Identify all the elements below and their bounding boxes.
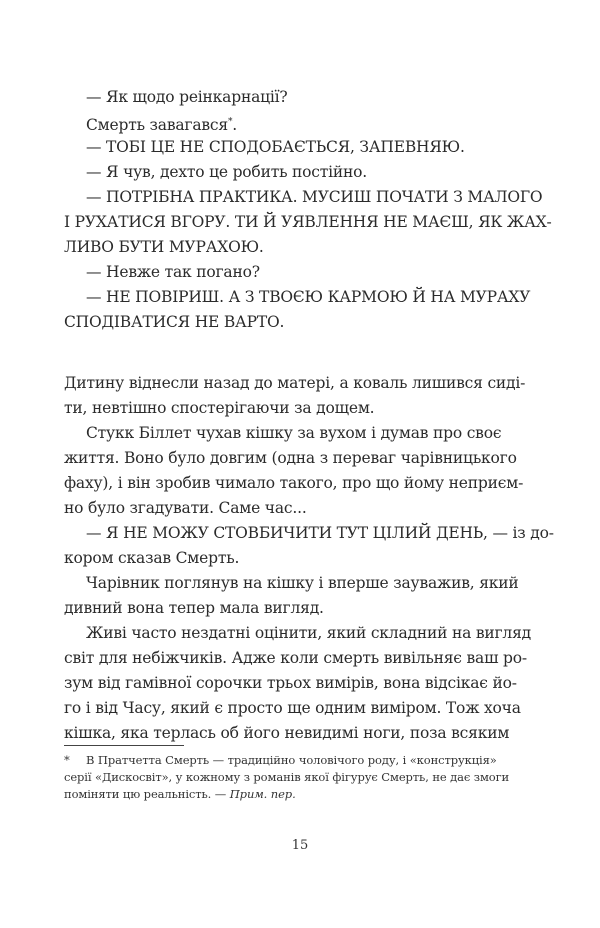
body-line: життя. Воно було довгим (одна з переваг чарівницького (64, 449, 517, 467)
dialogue-line: ЛИВО БУТИ МУРАХОЮ. (64, 238, 264, 256)
body-line: — Я НЕ МОЖУ СТОВБИЧИТИ ТУТ ЦІЛИЙ ДЕНЬ, — із до- (86, 524, 554, 542)
body-line: го і від Часу, який є просто ще одним виміром. Тож хоча (64, 699, 521, 717)
body-line: ти, невтішно спостерігаючи за дощем. (64, 399, 375, 417)
dialogue-line: — ТОБІ ЦЕ НЕ СПОДОБАЄТЬСЯ, ЗАПЕВНЯЮ. (86, 138, 465, 156)
body-line: Дитину віднесли назад до матері, а коваль лишився сиді- (64, 374, 526, 392)
body-line: Живі часто нездатні оцінити, який складний на вигляд (86, 624, 531, 642)
body-line: Чарівник поглянув на кішку і вперше зауважив, який (86, 574, 519, 592)
dialogue-line: — Я чув, дехто це робить постійно. (86, 163, 368, 181)
translator-note-label: Прим. пер. (229, 787, 296, 801)
page-number: 15 (291, 838, 309, 853)
dialogue-line: — НЕ ПОВІРИШ. А З ТВОЄЮ КАРМОЮ Й НА МУРАХУ (86, 288, 531, 306)
body-line: Стукк Біллет чухав кішку за вухом і думав про своє (86, 424, 502, 442)
body-line: зум від гамівної сорочки трьох вимірів, вона відсікає йо- (64, 674, 517, 692)
body-line: кішка, яка терлась об його невидимі ноги, поза всяким (64, 724, 510, 742)
footnote-text: поміняти цю реальність. — (64, 787, 230, 801)
dialogue-line: СПОДІВАТИСЯ НЕ ВАРТО. (64, 313, 285, 331)
footnote-reference[interactable]: * (227, 117, 233, 127)
dialogue-line: — Як щодо реінкарнації? (86, 88, 288, 106)
punctuation: . (232, 116, 238, 134)
dialogue-line: І РУХАТИСЯ ВГОРУ. ТИ Й УЯВЛЕННЯ НЕ МАЄШ, ЯК ЖАХ- (64, 213, 552, 231)
dialogue-line (86, 112, 237, 135)
footnote-line: серії «Дискосвіт», у кожному з романів якої фігурує Смерть, не дає змоги (64, 770, 510, 784)
dialogue-line: — ПОТРІБНА ПРАКТИКА. МУСИШ ПОЧАТИ З МАЛОГО (86, 188, 543, 206)
body-line: дивний вона тепер мала вигляд. (64, 599, 324, 617)
footnote-text: В Пратчетта Смерть — традиційно чоловічого роду, і «конструкція» (86, 753, 497, 767)
footnote-line (64, 752, 497, 768)
body-line: кором сказав Смерть. (64, 549, 240, 567)
footnote-line (64, 786, 296, 802)
footnote-divider (64, 745, 184, 746)
dialogue-line: — Невже так погано? (86, 263, 260, 281)
body-line: світ для небіжчиків. Адже коли смерть вивільняє ваш ро- (64, 649, 527, 667)
footnote-marker: * (64, 753, 70, 767)
body-line: фаху), і він зробив чимало такого, про що йому неприєм- (64, 474, 524, 492)
body-line: но було згадувати. Саме час... (64, 499, 307, 517)
dialogue-text: Смерть завагався (86, 116, 228, 134)
